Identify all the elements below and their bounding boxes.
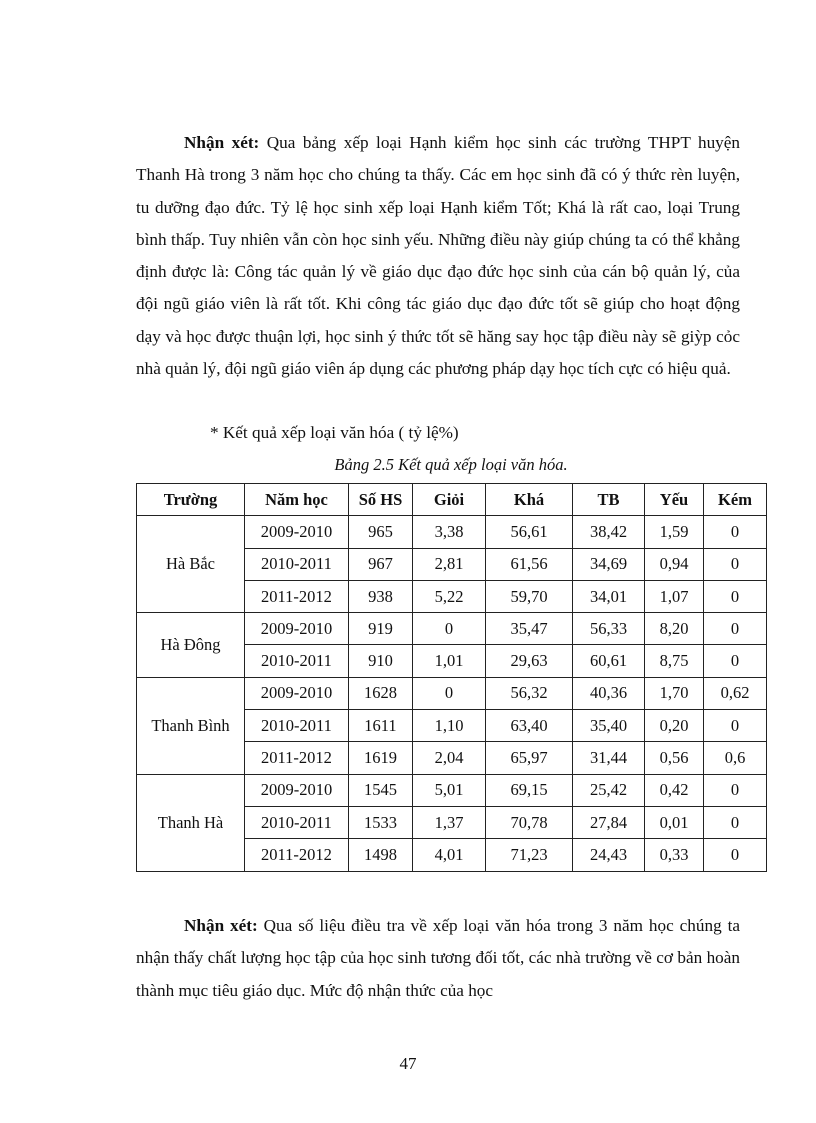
table-cell: 2,04 <box>413 742 486 774</box>
table-cell: 2010-2011 <box>245 806 349 838</box>
commentary-paragraph-academic <box>136 910 740 1007</box>
commentary-paragraph-conduct <box>136 127 740 385</box>
table-cell: 1545 <box>349 774 413 806</box>
header-cell: Năm học <box>245 484 349 516</box>
table-cell: 1,10 <box>413 710 486 742</box>
table-cell: 5,01 <box>413 774 486 806</box>
school-name-cell: Thanh Hà <box>137 774 245 871</box>
table-cell: 24,43 <box>573 839 645 871</box>
table-cell: 1611 <box>349 710 413 742</box>
table-cell: 40,36 <box>573 677 645 709</box>
table-cell: 1,01 <box>413 645 486 677</box>
table-cell: 60,61 <box>573 645 645 677</box>
table-cell: 8,20 <box>645 613 704 645</box>
table-cell: 2009-2010 <box>245 613 349 645</box>
table-cell: 0 <box>704 613 767 645</box>
table-cell: 967 <box>349 548 413 580</box>
paragraph-body-text: Qua số liệu điều tra về xếp loại văn hóa trong 3 năm học chúng ta nhận thấy chất lượng học tập của học sinh tương đối tốt, các nhà trường về cơ bản hoàn thành mục tiêu giáo dục. Mức độ nhận thức của học <box>136 916 740 1000</box>
table-cell: 1498 <box>349 839 413 871</box>
table-cell: 5,22 <box>413 580 486 612</box>
table-row <box>137 677 767 709</box>
table-cell: 38,42 <box>573 516 645 548</box>
header-cell: TB <box>573 484 645 516</box>
table-cell: 2011-2012 <box>245 580 349 612</box>
table-cell: 1,70 <box>645 677 704 709</box>
header-cell: Giỏi <box>413 484 486 516</box>
table-cell: 919 <box>349 613 413 645</box>
table-cell: 31,44 <box>573 742 645 774</box>
table-cell: 29,63 <box>486 645 573 677</box>
table-cell: 0 <box>704 806 767 838</box>
table-row <box>137 516 767 548</box>
table-cell: 59,70 <box>486 580 573 612</box>
section-note: * Kết quả xếp loại văn hóa ( tỷ lệ%) <box>210 423 459 442</box>
table-cell: 0 <box>704 839 767 871</box>
table-cell: 0,20 <box>645 710 704 742</box>
table-cell: 8,75 <box>645 645 704 677</box>
table-row <box>137 613 767 645</box>
table-cell: 25,42 <box>573 774 645 806</box>
paragraph-lead-label: Nhận xét: <box>184 916 258 935</box>
table-cell: 0 <box>413 613 486 645</box>
table-cell: 63,40 <box>486 710 573 742</box>
header-cell: Yếu <box>645 484 704 516</box>
table-cell: 61,56 <box>486 548 573 580</box>
table-cell: 2009-2010 <box>245 677 349 709</box>
table-caption: Bảng 2.5 Kết quả xếp loại văn hóa. <box>334 455 568 474</box>
table-cell: 0 <box>704 580 767 612</box>
table-cell: 71,23 <box>486 839 573 871</box>
table-cell: 2011-2012 <box>245 742 349 774</box>
table-cell: 1,59 <box>645 516 704 548</box>
table-cell: 938 <box>349 580 413 612</box>
table-cell: 0,33 <box>645 839 704 871</box>
table-cell: 2009-2010 <box>245 774 349 806</box>
table-cell: 2010-2011 <box>245 645 349 677</box>
table-header-row <box>137 484 767 516</box>
academic-results-table <box>136 483 767 872</box>
paragraph-body-text: Qua bảng xếp loại Hạnh kiểm học sinh các trường THPT huyện Thanh Hà trong 3 năm học cho chúng ta thấy. Các em học sinh đã có ý thức rèn luyện, tu dưỡng đạo đức. Tỷ lệ học sinh xếp loại Hạnh kiểm Tốt; Khá là rất cao, loại Trung bình thấp. Tuy nhiên vẫn còn học sinh yếu. Những điều này giúp chúng ta có thể khẳng định được là: Công tác quản lý về giáo dục đạo đức học sinh của cán bộ quản lý, của đội ngũ giáo viên là rất tốt. Khi công tác giáo dục đạo đức tốt sẽ giúp cho hoạt động dạy và học được thuận lợi, học sinh ý thức tốt sẽ hăng say học tập điều này sẽ giỳp cỏc nhà quản lý, đội ngũ giáo viên áp dụng các phương pháp dạy học tích cực có hiệu quả. <box>136 133 741 379</box>
table-cell: 0 <box>704 645 767 677</box>
table-cell: 35,40 <box>573 710 645 742</box>
table-cell: 1,37 <box>413 806 486 838</box>
table-cell: 65,97 <box>486 742 573 774</box>
school-name-cell: Hà Bắc <box>137 516 245 613</box>
table-cell: 0 <box>704 710 767 742</box>
table-cell: 69,15 <box>486 774 573 806</box>
table-cell: 56,32 <box>486 677 573 709</box>
table-cell: 56,61 <box>486 516 573 548</box>
table-cell: 0,42 <box>645 774 704 806</box>
school-name-cell: Hà Đông <box>137 613 245 678</box>
table-cell: 70,78 <box>486 806 573 838</box>
table-cell: 0 <box>704 516 767 548</box>
table-cell: 1533 <box>349 806 413 838</box>
header-cell: Trường <box>137 484 245 516</box>
table-cell: 965 <box>349 516 413 548</box>
table-cell: 0 <box>704 774 767 806</box>
header-cell: Kém <box>704 484 767 516</box>
table-cell: 34,69 <box>573 548 645 580</box>
table-cell: 35,47 <box>486 613 573 645</box>
table-row <box>137 774 767 806</box>
table-cell: 2011-2012 <box>245 839 349 871</box>
table-cell: 2010-2011 <box>245 548 349 580</box>
school-name-cell: Thanh Bình <box>137 677 245 774</box>
table-cell: 2009-2010 <box>245 516 349 548</box>
table-cell: 56,33 <box>573 613 645 645</box>
paragraph-lead-label: Nhận xét: <box>184 133 260 152</box>
table-cell: 2,81 <box>413 548 486 580</box>
table-cell: 4,01 <box>413 839 486 871</box>
table-cell: 0 <box>704 548 767 580</box>
header-cell: Khá <box>486 484 573 516</box>
table-cell: 0 <box>413 677 486 709</box>
table-cell: 0,62 <box>704 677 767 709</box>
table-cell: 1619 <box>349 742 413 774</box>
page-number: 47 <box>399 1054 417 1073</box>
table-cell: 27,84 <box>573 806 645 838</box>
table-cell: 1,07 <box>645 580 704 612</box>
table-cell: 1628 <box>349 677 413 709</box>
table-cell: 0,6 <box>704 742 767 774</box>
table-cell: 2010-2011 <box>245 710 349 742</box>
table-cell: 3,38 <box>413 516 486 548</box>
table-cell: 910 <box>349 645 413 677</box>
table-cell: 0,94 <box>645 548 704 580</box>
header-cell: Số HS <box>349 484 413 516</box>
table-cell: 0,56 <box>645 742 704 774</box>
table-body <box>137 516 767 871</box>
table-cell: 0,01 <box>645 806 704 838</box>
table-cell: 34,01 <box>573 580 645 612</box>
